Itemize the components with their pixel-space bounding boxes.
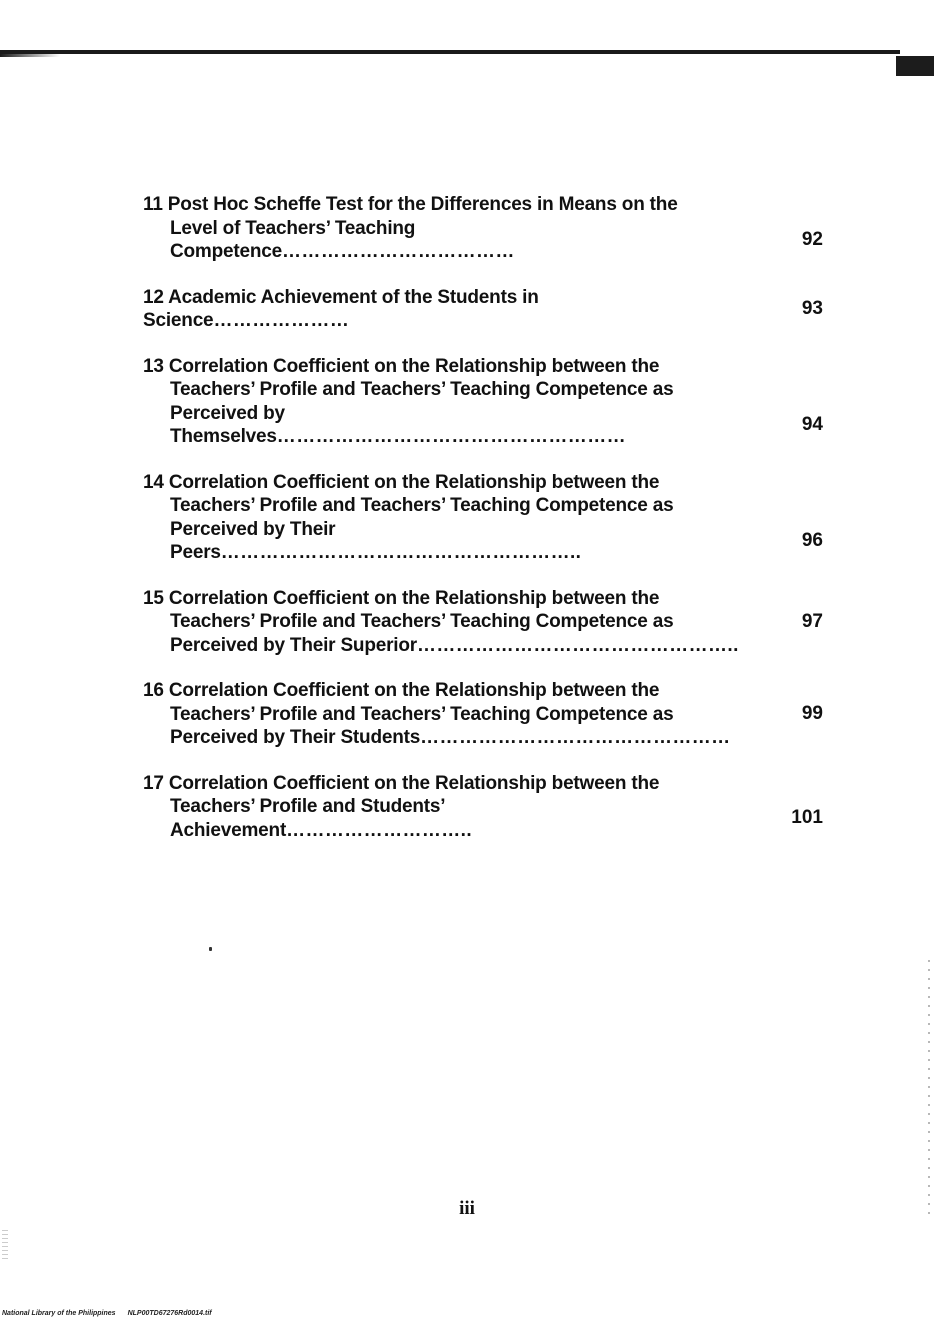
scan-corner-artifact [896,56,934,76]
entry-line: Level of Teachers’ Teaching Competence [170,217,416,262]
list-of-tables [143,193,823,864]
entry-line: Perceived by Their Peers [170,518,336,563]
entry-page-number: 93 [801,298,823,319]
leader-dots: ………………… [213,310,350,331]
entry-title [143,772,743,843]
entry-title [143,587,743,658]
entry-line: Correlation Coefficient on the Relationship between the [168,355,660,377]
entry-title [143,355,743,449]
leader-dots: ………………………………………… [420,727,731,748]
scan-edge-noise [928,960,930,1220]
entry-title [143,286,743,333]
entry-line: Correlation Coefficient on the Relationship between the [168,471,660,493]
entry-line: Teachers’ Profile and Teachers’ Teaching Competence as [170,611,674,632]
entry-number: 14 [143,471,164,493]
entry-page-number: 92 [801,228,823,250]
entry-line: Teachers’ Profile and Teachers’ Teaching Competence as [170,379,674,400]
page-number: iii [459,1198,475,1219]
entry-page-number: 96 [801,529,823,551]
leader-dots: ……………………………………………… [276,426,626,447]
top-border-taper [0,54,60,57]
leader-dots: ……………………………………………….. [220,542,582,563]
entry-number: 13 [143,355,164,377]
entry-line: Teachers’ Profile and Students’ Achievement [170,796,445,841]
entry-title [143,679,743,750]
entry-line: Teachers’ Profile and Teachers’ Teaching Competence as [170,495,674,516]
entry-page-number: 94 [801,413,823,435]
entry-page-number: 99 [801,703,823,725]
scan-footer-stamp [2,1310,212,1317]
entry-title [143,471,743,565]
footer-file: NLP00TD67276Rd0014.tif [127,1310,212,1317]
entry-number: 16 [143,680,164,701]
toc-entry-12 [143,286,823,333]
leader-dots: ………………………………………….. [416,634,739,656]
top-border-rule [0,50,900,54]
scan-edge-noise [2,1230,8,1260]
toc-entry-13 [143,355,823,449]
toc-entry-17 [143,772,823,843]
entry-page-number: 97 [801,610,823,632]
footer-library: National Library of the Philippines [2,1310,116,1317]
entry-line: Perceived by Their Superior [170,634,417,656]
entry-line: Perceived by Their Students [170,727,421,748]
toc-entry-16 [143,679,823,750]
entry-page-number: 101 [791,807,823,829]
toc-entry-14 [143,471,823,565]
entry-number: 12 [143,286,164,308]
entry-line: Perceived by Themselves [170,402,285,447]
entry-line: Correlation Coefficient on the Relationship between the [168,772,660,794]
entry-number: 15 [143,587,164,609]
entry-line: Academic Achievement of the Students in Science [143,286,539,331]
toc-entry-11 [143,193,823,264]
entry-number: 11 [143,194,163,215]
leader-dots: ……………………….. [286,819,473,841]
scan-speck [209,947,212,951]
toc-entry-15 [143,587,823,658]
entry-number: 17 [143,772,164,794]
entry-line: Correlation Coefficient on the Relationship between the [168,587,660,609]
entry-title [143,193,743,264]
entry-line: Post Hoc Scheffe Test for the Differences in Means on the [167,194,678,215]
leader-dots: ……………………………… [282,241,515,262]
entry-line: Teachers’ Profile and Teachers’ Teaching Competence as [170,703,674,725]
entry-line: Correlation Coefficient on the Relationship between the [168,680,660,701]
